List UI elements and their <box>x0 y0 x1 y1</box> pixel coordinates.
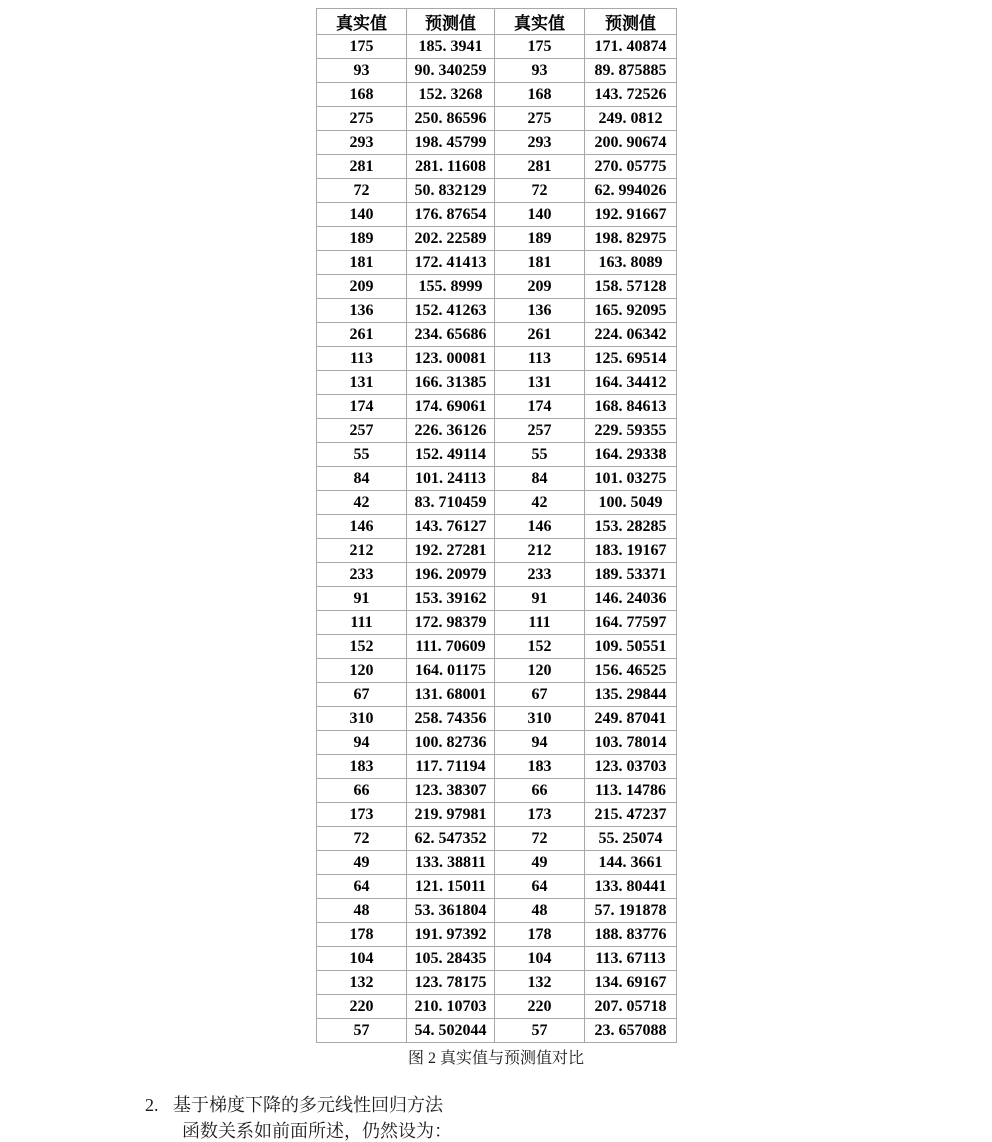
table-cell: 215. 47237 <box>585 803 677 827</box>
table-cell: 249. 87041 <box>585 707 677 731</box>
table-cell: 55. 25074 <box>585 827 677 851</box>
table-cell: 250. 86596 <box>407 107 495 131</box>
table-cell: 62. 994026 <box>585 179 677 203</box>
table-row <box>317 419 677 443</box>
table-cell: 93 <box>495 59 585 83</box>
table-cell: 111 <box>495 611 585 635</box>
table-cell: 72 <box>495 179 585 203</box>
table-cell: 257 <box>495 419 585 443</box>
table-cell: 133. 38811 <box>407 851 495 875</box>
table-row <box>317 731 677 755</box>
table-cell: 175 <box>317 35 407 59</box>
table-row <box>317 107 677 131</box>
table-cell: 152. 49114 <box>407 443 495 467</box>
table-cell: 198. 82975 <box>585 227 677 251</box>
table-cell: 174 <box>495 395 585 419</box>
table-cell: 174 <box>317 395 407 419</box>
table-cell: 191. 97392 <box>407 923 495 947</box>
table-cell: 67 <box>317 683 407 707</box>
table-header-cell: 预测值 <box>407 9 495 35</box>
table-cell: 146 <box>317 515 407 539</box>
table-cell: 152 <box>495 635 585 659</box>
table-cell: 53. 361804 <box>407 899 495 923</box>
section-heading-line2: 函数关系如前面所述，仍然设为： <box>182 1121 452 1141</box>
table-row <box>317 395 677 419</box>
table-cell: 91 <box>495 587 585 611</box>
table-cell: 281. 11608 <box>407 155 495 179</box>
table-cell: 261 <box>495 323 585 347</box>
table-cell: 91 <box>317 587 407 611</box>
table-row <box>317 611 677 635</box>
table-cell: 175 <box>495 35 585 59</box>
table-cell: 109. 50551 <box>585 635 677 659</box>
table-cell: 181 <box>317 251 407 275</box>
table-cell: 226. 36126 <box>407 419 495 443</box>
table-cell: 168. 84613 <box>585 395 677 419</box>
table-cell: 183 <box>495 755 585 779</box>
table-cell: 140 <box>317 203 407 227</box>
table-cell: 101. 03275 <box>585 467 677 491</box>
table-cell: 104 <box>495 947 585 971</box>
table-cell: 172. 98379 <box>407 611 495 635</box>
table-cell: 234. 65686 <box>407 323 495 347</box>
table-cell: 84 <box>495 467 585 491</box>
table-cell: 219. 97981 <box>407 803 495 827</box>
table-cell: 140 <box>495 203 585 227</box>
table-cell: 275 <box>317 107 407 131</box>
table-cell: 66 <box>317 779 407 803</box>
table-row <box>317 35 677 59</box>
table-row <box>317 587 677 611</box>
table-cell: 131 <box>495 371 585 395</box>
table-cell: 257 <box>317 419 407 443</box>
table-row <box>317 875 677 899</box>
table-cell: 152. 3268 <box>407 83 495 107</box>
table-cell: 100. 82736 <box>407 731 495 755</box>
table-cell: 152. 41263 <box>407 299 495 323</box>
table-cell: 146 <box>495 515 585 539</box>
table-cell: 67 <box>495 683 585 707</box>
table-cell: 233 <box>495 563 585 587</box>
table-cell: 209 <box>317 275 407 299</box>
table-cell: 132 <box>495 971 585 995</box>
table-cell: 49 <box>495 851 585 875</box>
table-header-cell: 预测值 <box>585 9 677 35</box>
table-cell: 123. 03703 <box>585 755 677 779</box>
table-cell: 176. 87654 <box>407 203 495 227</box>
table-cell: 192. 27281 <box>407 539 495 563</box>
table-cell: 189 <box>317 227 407 251</box>
table-row <box>317 467 677 491</box>
section-heading-line1 <box>145 1092 452 1118</box>
table-header-cell: 真实值 <box>317 9 407 35</box>
section-title: 基于梯度下降的多元线性回归方法 <box>173 1095 443 1115</box>
table-cell: 188. 83776 <box>585 923 677 947</box>
table-cell: 209 <box>495 275 585 299</box>
section-number: 2. <box>145 1095 159 1115</box>
table-cell: 310 <box>495 707 585 731</box>
table-cell: 171. 40874 <box>585 35 677 59</box>
table-cell: 293 <box>317 131 407 155</box>
table-row <box>317 179 677 203</box>
table-cell: 136 <box>317 299 407 323</box>
table-cell: 42 <box>495 491 585 515</box>
table-row <box>317 635 677 659</box>
table-cell: 143. 76127 <box>407 515 495 539</box>
table-cell: 210. 10703 <box>407 995 495 1019</box>
table-cell: 185. 3941 <box>407 35 495 59</box>
table-cell: 189 <box>495 227 585 251</box>
table-cell: 183. 19167 <box>585 539 677 563</box>
table-cell: 258. 74356 <box>407 707 495 731</box>
table-cell: 131. 68001 <box>407 683 495 707</box>
table-row <box>317 155 677 179</box>
figure-caption: 图 2 真实值与预测值对比 <box>407 1050 584 1067</box>
table-row <box>317 827 677 851</box>
table-row <box>317 443 677 467</box>
table-cell: 55 <box>495 443 585 467</box>
table-cell: 55 <box>317 443 407 467</box>
table-cell: 83. 710459 <box>407 491 495 515</box>
table-cell: 249. 0812 <box>585 107 677 131</box>
table-cell: 164. 77597 <box>585 611 677 635</box>
table-cell: 173 <box>317 803 407 827</box>
table-cell: 123. 38307 <box>407 779 495 803</box>
comparison-table <box>316 8 677 1043</box>
table-cell: 57 <box>495 1019 585 1043</box>
table-cell: 220 <box>495 995 585 1019</box>
table-row <box>317 947 677 971</box>
table-cell: 163. 8089 <box>585 251 677 275</box>
table-cell: 48 <box>495 899 585 923</box>
table-cell: 50. 832129 <box>407 179 495 203</box>
table-cell: 113. 14786 <box>585 779 677 803</box>
table-cell: 103. 78014 <box>585 731 677 755</box>
table-cell: 156. 46525 <box>585 659 677 683</box>
table-cell: 135. 29844 <box>585 683 677 707</box>
table-row <box>317 755 677 779</box>
table-row <box>317 683 677 707</box>
table-cell: 94 <box>317 731 407 755</box>
table-cell: 261 <box>317 323 407 347</box>
table-cell: 64 <box>495 875 585 899</box>
table-cell: 270. 05775 <box>585 155 677 179</box>
table-row <box>317 515 677 539</box>
table-cell: 158. 57128 <box>585 275 677 299</box>
table-cell: 49 <box>317 851 407 875</box>
table-row <box>317 1019 677 1043</box>
table-cell: 153. 28285 <box>585 515 677 539</box>
table-cell: 144. 3661 <box>585 851 677 875</box>
table-row <box>317 371 677 395</box>
table-cell: 220 <box>317 995 407 1019</box>
table-row <box>317 971 677 995</box>
table-cell: 133. 80441 <box>585 875 677 899</box>
table-cell: 275 <box>495 107 585 131</box>
table-cell: 125. 69514 <box>585 347 677 371</box>
table-cell: 293 <box>495 131 585 155</box>
table-cell: 123. 78175 <box>407 971 495 995</box>
table-row <box>317 923 677 947</box>
table-cell: 84 <box>317 467 407 491</box>
table-cell: 94 <box>495 731 585 755</box>
table-cell: 62. 547352 <box>407 827 495 851</box>
table-cell: 178 <box>495 923 585 947</box>
table-cell: 310 <box>317 707 407 731</box>
table-cell: 104 <box>317 947 407 971</box>
table-cell: 120 <box>317 659 407 683</box>
table-cell: 134. 69167 <box>585 971 677 995</box>
table-cell: 121. 15011 <box>407 875 495 899</box>
table-cell: 281 <box>495 155 585 179</box>
table-cell: 166. 31385 <box>407 371 495 395</box>
table-row <box>317 779 677 803</box>
table-cell: 72 <box>495 827 585 851</box>
table-cell: 54. 502044 <box>407 1019 495 1043</box>
table-cell: 113 <box>495 347 585 371</box>
table-cell: 183 <box>317 755 407 779</box>
table-header-cell: 真实值 <box>495 9 585 35</box>
section-heading <box>145 1092 452 1142</box>
table-cell: 57 <box>317 1019 407 1043</box>
table-row <box>317 347 677 371</box>
table-cell: 174. 69061 <box>407 395 495 419</box>
table-cell: 207. 05718 <box>585 995 677 1019</box>
table-cell: 57. 191878 <box>585 899 677 923</box>
table-cell: 42 <box>317 491 407 515</box>
table-cell: 64 <box>317 875 407 899</box>
table-cell: 111. 70609 <box>407 635 495 659</box>
table-cell: 168 <box>317 83 407 107</box>
table-row <box>317 275 677 299</box>
table-cell: 93 <box>317 59 407 83</box>
table-cell: 189. 53371 <box>585 563 677 587</box>
table-row <box>317 251 677 275</box>
table-cell: 72 <box>317 179 407 203</box>
table-cell: 172. 41413 <box>407 251 495 275</box>
table-row <box>317 563 677 587</box>
table-cell: 173 <box>495 803 585 827</box>
table-cell: 132 <box>317 971 407 995</box>
table-cell: 117. 71194 <box>407 755 495 779</box>
table-cell: 23. 657088 <box>585 1019 677 1043</box>
table-row <box>317 203 677 227</box>
table-cell: 105. 28435 <box>407 947 495 971</box>
table-cell: 123. 00081 <box>407 347 495 371</box>
table-cell: 212 <box>495 539 585 563</box>
table-row <box>317 59 677 83</box>
table-cell: 164. 01175 <box>407 659 495 683</box>
table-cell: 168 <box>495 83 585 107</box>
table-cell: 181 <box>495 251 585 275</box>
table-cell: 178 <box>317 923 407 947</box>
table-row <box>317 491 677 515</box>
table-cell: 113 <box>317 347 407 371</box>
table-row <box>317 131 677 155</box>
table-cell: 131 <box>317 371 407 395</box>
table-cell: 164. 34412 <box>585 371 677 395</box>
table-row <box>317 227 677 251</box>
table-cell: 66 <box>495 779 585 803</box>
table-row <box>317 995 677 1019</box>
table-cell: 224. 06342 <box>585 323 677 347</box>
table-row <box>317 299 677 323</box>
table-row <box>317 851 677 875</box>
table-cell: 192. 91667 <box>585 203 677 227</box>
table-cell: 120 <box>495 659 585 683</box>
table-cell: 198. 45799 <box>407 131 495 155</box>
table-header-row <box>317 9 677 35</box>
table-row <box>317 803 677 827</box>
table-cell: 281 <box>317 155 407 179</box>
table-cell: 196. 20979 <box>407 563 495 587</box>
table-cell: 90. 340259 <box>407 59 495 83</box>
table-row <box>317 83 677 107</box>
table-cell: 72 <box>317 827 407 851</box>
table-cell: 229. 59355 <box>585 419 677 443</box>
table-row <box>317 707 677 731</box>
table-cell: 212 <box>317 539 407 563</box>
table-cell: 164. 29338 <box>585 443 677 467</box>
table-body <box>317 35 677 1043</box>
table-cell: 152 <box>317 635 407 659</box>
table-cell: 48 <box>317 899 407 923</box>
table-cell: 89. 875885 <box>585 59 677 83</box>
table-cell: 101. 24113 <box>407 467 495 491</box>
table-cell: 136 <box>495 299 585 323</box>
table-cell: 200. 90674 <box>585 131 677 155</box>
table-cell: 165. 92095 <box>585 299 677 323</box>
table-row <box>317 659 677 683</box>
table-cell: 111 <box>317 611 407 635</box>
table-cell: 143. 72526 <box>585 83 677 107</box>
table-row <box>317 323 677 347</box>
table-row <box>317 899 677 923</box>
table-cell: 233 <box>317 563 407 587</box>
table-cell: 113. 67113 <box>585 947 677 971</box>
table-cell: 202. 22589 <box>407 227 495 251</box>
table-cell: 146. 24036 <box>585 587 677 611</box>
table-cell: 100. 5049 <box>585 491 677 515</box>
table-row <box>317 539 677 563</box>
table-cell: 155. 8999 <box>407 275 495 299</box>
table-cell: 153. 39162 <box>407 587 495 611</box>
